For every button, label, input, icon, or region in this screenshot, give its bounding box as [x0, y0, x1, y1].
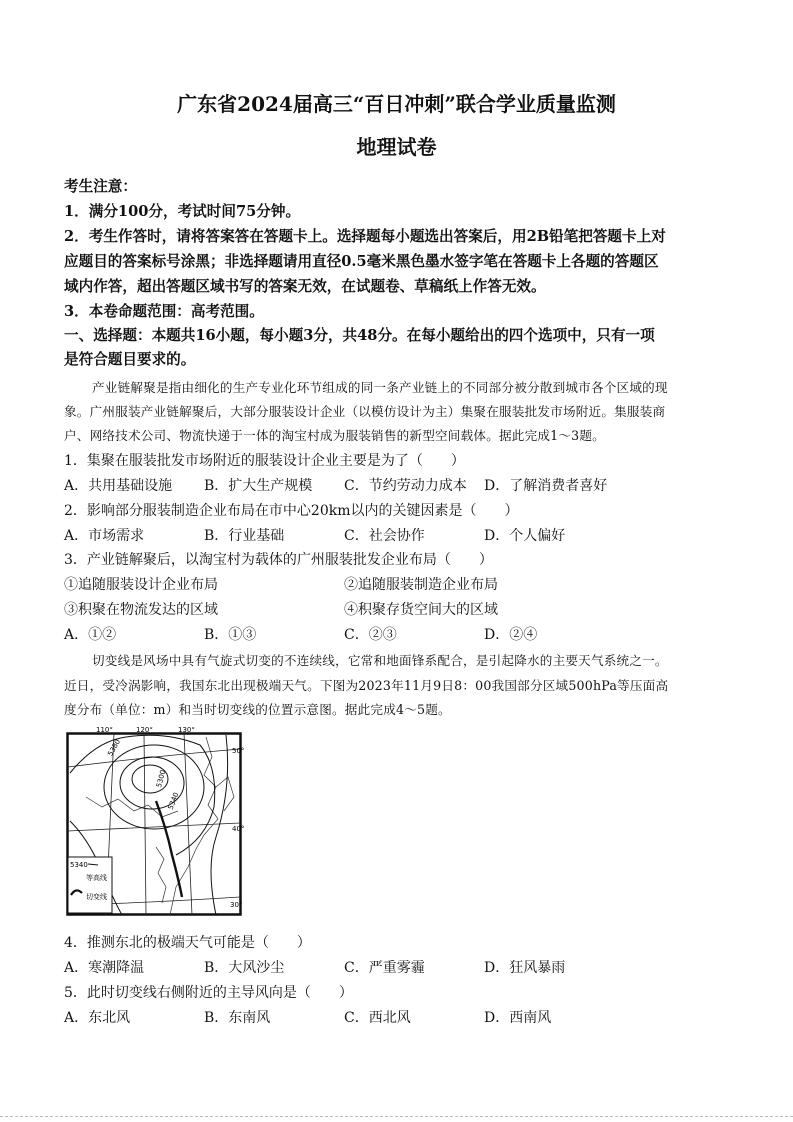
question-2-stem: 2．影响部分服装制造企业布局在市中心20km以内的关键因素是（ ） [64, 503, 519, 519]
lat-label-40: 40° [232, 825, 244, 833]
lon-label-110: 110° [96, 727, 113, 734]
question-1-option-a[interactable]: A．共用基础设施 [64, 478, 173, 494]
question-2-option-a[interactable]: A．市场需求 [64, 528, 145, 544]
lon-label-120: 120° [136, 727, 153, 734]
question-1-stem: 1．集聚在服装批发市场附近的服装设计企业主要是为了（ ） [64, 453, 465, 469]
question-1-option-c[interactable]: C．节约劳动力成本 [344, 478, 467, 494]
question-3-statement-4: ④积聚存货空间大的区域 [344, 602, 498, 618]
question-3-option-d[interactable]: D．②④ [484, 627, 538, 643]
question-5-option-a[interactable]: A．东北风 [64, 1010, 131, 1026]
question-2-option-d[interactable]: D．个人偏好 [484, 528, 566, 544]
question-3-option-c[interactable]: C．②③ [344, 627, 397, 643]
question-5-option-c[interactable]: C．西北风 [344, 1010, 411, 1026]
exam-subtitle: 地理试卷 [356, 135, 437, 159]
section-heading-line-2: 是符合题目要求的。 [64, 351, 196, 368]
legend-shear-label: 切变线 [86, 893, 107, 901]
question-3-statement-2: ②追随服装制造企业布局 [344, 577, 498, 593]
lon-label-130: 130° [178, 727, 195, 734]
question-3-statement-1: ①追随服装设计企业布局 [64, 577, 218, 593]
lat-label-30: 30° [230, 901, 243, 909]
question-4-option-d[interactable]: D．狂风暴雨 [484, 960, 566, 976]
notice-item-1: 1．满分100分，考试时间75分钟。 [64, 203, 301, 220]
question-3-stem: 3．产业链解聚后，以淘宝村为载体的广州服装批发企业布局（ ） [64, 552, 493, 568]
question-4-option-a[interactable]: A．寒潮降温 [64, 960, 145, 976]
passage-1-line-3: 户、网络技术公司、物流快递于一体的淘宝村成为服装销售的新型空间载体。据此完成1～3题。 [64, 428, 605, 443]
question-2-option-c[interactable]: C．社会协作 [344, 528, 425, 544]
legend-contour-label: 等高线 [86, 874, 107, 882]
question-3-option-a[interactable]: A．①② [64, 627, 117, 643]
exam-title: 广东省2024届高三“百日冲刺”联合学业质量监测 [177, 92, 616, 116]
question-4-option-c[interactable]: C．严重雾霾 [344, 960, 425, 976]
passage-1-line-1: 产业链解聚是指由细化的生产专业化环节组成的同一条产业链上的不同部分被分散到城市各个区域的现 [92, 380, 668, 395]
weather-map [66, 727, 244, 917]
question-3-option-b[interactable]: B．①③ [204, 627, 257, 643]
notice-item-2-line-1: 2．考生作答时，请将答案答在答题卡上。选择题每小题选出答案后，用2B铅笔把答题卡上对 [64, 228, 666, 245]
passage-1-line-2: 象。广州服装产业链解聚后，大部分服装设计企业（以模仿设计为主）集聚在服装批发市场附近。集服装商 [64, 404, 666, 419]
passage-2-line-1: 切变线是风场中具有气旋式切变的不连续线，它常和地面锋系配合，是引起降水的主要天气系统之一。 [92, 653, 668, 668]
passage-2-line-3: 度分布（单位：m）和当时切变线的位置示意图。据此完成4～5题。 [64, 702, 451, 717]
question-2-option-b[interactable]: B．行业基础 [204, 528, 285, 544]
contour-label-5300: 5300 [155, 769, 168, 789]
question-4-option-b[interactable]: B．大风沙尘 [204, 960, 285, 976]
notice-item-3: 3．本卷命题范围：高考范围。 [64, 303, 264, 320]
notice-heading: 考生注意： [64, 178, 137, 195]
question-5-stem: 5．此时切变线右侧附近的主导风向是（ ） [64, 985, 353, 1001]
question-1-option-b[interactable]: B．扩大生产规模 [204, 478, 313, 494]
question-5-option-d[interactable]: D．西南风 [484, 1010, 552, 1026]
passage-2-line-2: 近日，受冷涡影响，我国东北出现极端天气。下图为2023年11月9日8：00我国部分区域500hPa等压面高 [64, 678, 669, 693]
lat-label-50: 50° [232, 747, 244, 755]
contour-label-5340: 5340 [166, 791, 181, 811]
legend-contour-value: 5340 [70, 861, 88, 869]
contour-label-5380: 5380 [106, 738, 123, 758]
notice-item-2-line-2: 应题目的答案标号涂黑；非选择题请用直径0.5毫米黑色墨水签字笔在答题卡上各题的答题区 [64, 253, 659, 270]
page-bottom-rule [0, 1116, 793, 1117]
question-1-option-d[interactable]: D．了解消费者喜好 [484, 478, 608, 494]
notice-item-2-line-3: 域内作答，超出答题区域书写的答案无效，在试题卷、草稿纸上作答无效。 [64, 278, 546, 295]
section-heading-line-1: 一、选择题：本题共16小题，每小题3分，共48分。在每小题给出的四个选项中，只有一项 [64, 327, 655, 344]
question-3-statement-3: ③积聚在物流发达的区域 [64, 602, 218, 618]
question-4-stem: 4．推测东北的极端天气可能是（ ） [64, 935, 311, 951]
question-5-option-b[interactable]: B．东南风 [204, 1010, 271, 1026]
